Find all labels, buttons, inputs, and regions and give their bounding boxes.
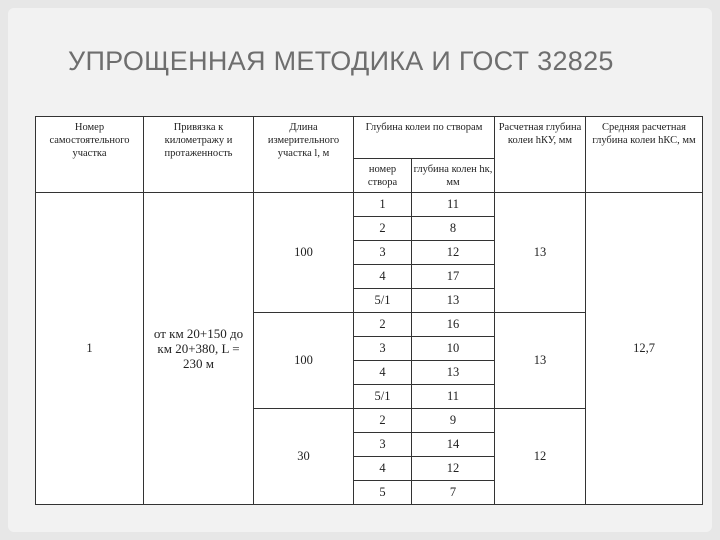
table-body — [36, 193, 703, 505]
section-no-cell: 1 — [354, 193, 412, 217]
rut-depth-cell: 16 — [412, 313, 495, 337]
binding-cell: от км 20+150 до км 20+380, L = 230 м — [144, 193, 254, 505]
rut-depth-cell: 10 — [412, 337, 495, 361]
rut-depth-cell: 12 — [412, 241, 495, 265]
section-no-cell: 4 — [354, 361, 412, 385]
header-section-no: номер створа — [354, 159, 412, 193]
header-depth-by-section: Глубина колеи по створам — [354, 117, 495, 159]
rut-depth-cell: 13 — [412, 289, 495, 313]
section-no-cell: 5/1 — [354, 289, 412, 313]
rut-depth-cell: 11 — [412, 193, 495, 217]
rut-depth-cell: 7 — [412, 481, 495, 505]
section-no-cell: 4 — [354, 457, 412, 481]
calc-depth-cell: 12 — [495, 409, 586, 505]
length-cell: 100 — [254, 193, 354, 313]
header-avg-depth: Средняя расчетная глубина колеи hКС, мм — [586, 117, 703, 193]
rut-depth-cell: 9 — [412, 409, 495, 433]
section-no-cell: 3 — [354, 337, 412, 361]
calc-depth-cell: 13 — [495, 193, 586, 313]
header-binding: Привязка к километражу и протаженность — [144, 117, 254, 193]
rut-depth-cell: 12 — [412, 457, 495, 481]
avg-depth-cell: 12,7 — [586, 193, 703, 505]
calc-depth-cell: 13 — [495, 313, 586, 409]
length-cell: 30 — [254, 409, 354, 505]
data-table — [35, 116, 703, 505]
rut-depth-cell: 11 — [412, 385, 495, 409]
length-cell: 100 — [254, 313, 354, 409]
section-no-cell: 2 — [354, 409, 412, 433]
table-row — [36, 193, 703, 217]
header-length: Длина измерительного участка l, м — [254, 117, 354, 193]
page-title: УПРОЩЕННАЯ МЕТОДИКА И ГОСТ 32825 — [68, 46, 614, 76]
header-section-number: Номер самостоятельного участка — [36, 117, 144, 193]
section-no-cell: 3 — [354, 433, 412, 457]
section-no-cell: 4 — [354, 265, 412, 289]
rut-depth-cell: 14 — [412, 433, 495, 457]
section-no-cell: 2 — [354, 313, 412, 337]
section-no-cell: 5/1 — [354, 385, 412, 409]
section-no-cell: 2 — [354, 217, 412, 241]
header-rut-depth: глубина колен hк, мм — [412, 159, 495, 193]
rut-depth-cell: 13 — [412, 361, 495, 385]
header-calc-depth: Расчетная глубина колеи hКУ, мм — [495, 117, 586, 193]
rut-depth-cell: 8 — [412, 217, 495, 241]
rut-depth-cell: 17 — [412, 265, 495, 289]
section-no-cell: 5 — [354, 481, 412, 505]
section-number-cell: 1 — [36, 193, 144, 505]
slide — [8, 8, 712, 532]
section-no-cell: 3 — [354, 241, 412, 265]
